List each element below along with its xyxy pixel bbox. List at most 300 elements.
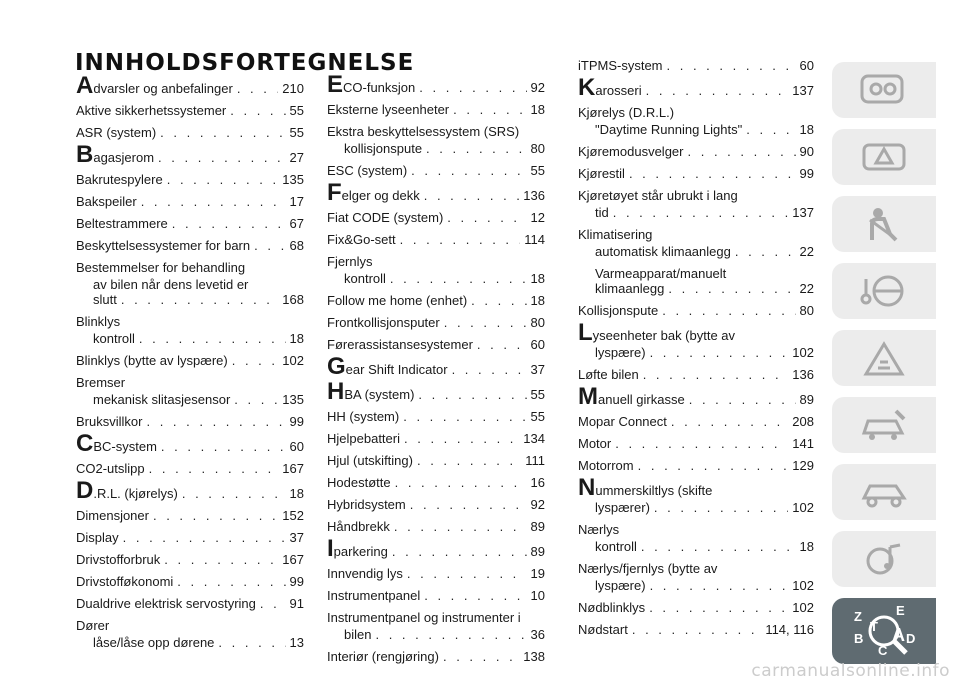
warning-lights-icon bbox=[856, 137, 912, 177]
index-entry-text: Håndbrekk bbox=[327, 519, 390, 534]
index-heading-text: Ekstra beskyttelsessystem (SRS) bbox=[327, 124, 520, 139]
index-entry[interactable] bbox=[327, 453, 545, 468]
index-entry-text: Dualdrive elektrisk servostyring bbox=[76, 596, 256, 611]
leader-dots bbox=[400, 232, 521, 247]
index-heading bbox=[578, 105, 814, 120]
index-heading bbox=[76, 375, 304, 390]
leader-dots bbox=[218, 635, 285, 650]
leader-dots bbox=[650, 578, 789, 593]
page-title: INNHOLDSFORTEGNELSE bbox=[75, 50, 415, 76]
index-entry-text: Fiat CODE (system) bbox=[327, 210, 444, 225]
index-entry[interactable] bbox=[327, 519, 545, 534]
index-entry[interactable] bbox=[76, 574, 304, 589]
index-entry-text: Bagasjerom bbox=[76, 141, 155, 168]
leader-dots bbox=[139, 331, 286, 346]
alphabetical-index-icon bbox=[844, 601, 924, 661]
index-entry[interactable] bbox=[327, 293, 545, 308]
index-letter: C bbox=[878, 643, 888, 658]
leader-dots bbox=[149, 461, 279, 476]
index-entry-text: ECO-funksjon bbox=[327, 71, 416, 98]
page-number: 60 bbox=[799, 58, 814, 73]
tab-seatbelt[interactable] bbox=[832, 196, 936, 252]
page-number: 102 bbox=[792, 345, 814, 360]
index-entry-text: Advarsler og anbefalinger bbox=[76, 72, 233, 99]
page-number: 67 bbox=[289, 216, 304, 231]
page-number: 134 bbox=[523, 431, 545, 446]
index-entry-text: automatisk klimaanlegg bbox=[595, 244, 731, 259]
leader-dots bbox=[646, 83, 789, 98]
index-heading bbox=[578, 474, 814, 501]
leader-dots bbox=[177, 574, 285, 589]
index-heading-text: Instrumentpanel og instrumenter i bbox=[327, 610, 521, 625]
index-entry[interactable] bbox=[76, 430, 304, 457]
index-entry-text: Bruksvillkor bbox=[76, 414, 143, 429]
music-settings-icon bbox=[856, 539, 912, 579]
car-dashboard-icon bbox=[856, 70, 912, 110]
page-number: 37 bbox=[289, 530, 304, 545]
index-letter: D bbox=[906, 631, 916, 646]
page-number: 168 bbox=[282, 292, 304, 307]
tab-alphabetical-index[interactable] bbox=[832, 598, 936, 664]
index-entry[interactable] bbox=[578, 244, 814, 259]
index-entry[interactable] bbox=[76, 477, 304, 504]
index-heading bbox=[578, 561, 814, 576]
tab-music-settings[interactable] bbox=[832, 531, 936, 587]
index-heading-text: av bilen når dens levetid er bbox=[93, 277, 249, 292]
index-heading-text: Fjernlys bbox=[327, 254, 373, 269]
index-entry-text: Innvendig lys bbox=[327, 566, 403, 581]
page-number: 18 bbox=[530, 271, 545, 286]
page-number: 99 bbox=[289, 574, 304, 589]
chapter-tabs bbox=[832, 62, 936, 675]
index-heading-text: Nærlys bbox=[578, 522, 620, 537]
leader-dots bbox=[390, 271, 527, 286]
index-entry[interactable] bbox=[76, 635, 304, 650]
leader-dots bbox=[254, 238, 285, 253]
page-number: 18 bbox=[799, 122, 814, 137]
leader-dots bbox=[411, 163, 526, 178]
index-entry[interactable] bbox=[76, 414, 304, 429]
tab-car-specs[interactable] bbox=[832, 464, 936, 520]
index-column-2 bbox=[327, 71, 545, 671]
index-entry-text: Fix&Go-sett bbox=[327, 232, 396, 247]
index-entry[interactable] bbox=[578, 578, 814, 593]
index-letter: B bbox=[854, 631, 864, 646]
leader-dots bbox=[404, 431, 519, 446]
index-entry[interactable] bbox=[76, 216, 304, 231]
index-letter: A bbox=[892, 625, 905, 645]
page-number: 19 bbox=[530, 566, 545, 581]
index-entry[interactable] bbox=[327, 566, 545, 581]
leader-dots bbox=[418, 387, 526, 402]
page-number: 55 bbox=[530, 387, 545, 402]
index-entry-text: Aktive sikkerhetssystemer bbox=[76, 103, 227, 118]
page-number: 12 bbox=[530, 210, 545, 225]
index-entry-text: kontroll bbox=[344, 271, 386, 286]
index-entry[interactable] bbox=[578, 166, 814, 181]
index-entry-text: Mopar Connect bbox=[578, 414, 667, 429]
index-heading-text: Kjørelys (D.R.L.) bbox=[578, 105, 675, 120]
index-entry-text: Bakspeiler bbox=[76, 194, 137, 209]
leader-dots bbox=[234, 392, 278, 407]
index-entry[interactable] bbox=[76, 238, 304, 253]
page-number: 99 bbox=[289, 414, 304, 429]
index-entry-text: Frontkollisjonsputer bbox=[327, 315, 440, 330]
leader-dots bbox=[123, 530, 286, 545]
index-entry-text: lyspære) bbox=[595, 578, 646, 593]
index-entry[interactable] bbox=[327, 431, 545, 446]
leader-dots bbox=[153, 508, 278, 523]
index-heading-text: Varmeapparat/manuelt bbox=[595, 266, 727, 281]
index-entry-text: tid bbox=[595, 205, 609, 220]
page-number: 27 bbox=[289, 150, 304, 165]
index-heading bbox=[578, 227, 814, 242]
index-continuation bbox=[76, 277, 304, 292]
page-number: 16 bbox=[530, 475, 545, 490]
index-entry[interactable] bbox=[76, 392, 304, 407]
page-number: 18 bbox=[799, 539, 814, 554]
index-entry-text: Felger og dekk bbox=[327, 179, 420, 206]
leader-dots bbox=[394, 519, 527, 534]
index-heading bbox=[578, 319, 814, 346]
leader-dots bbox=[417, 453, 521, 468]
index-entry-text: CBC-system bbox=[76, 430, 157, 457]
page-number: 13 bbox=[289, 635, 304, 650]
index-entry-text: Instrumentpanel bbox=[327, 588, 421, 603]
index-entry-text: Beltestrammere bbox=[76, 216, 168, 231]
index-entry[interactable] bbox=[76, 103, 304, 118]
index-heading-text: Klimatisering bbox=[578, 227, 653, 242]
leader-dots bbox=[471, 293, 526, 308]
index-entry[interactable] bbox=[327, 627, 545, 642]
leader-dots bbox=[167, 172, 279, 187]
page-number: 68 bbox=[289, 238, 304, 253]
index-heading-text: Nummerskiltlys (skifte bbox=[578, 474, 713, 501]
index-entry-text: slutt bbox=[93, 292, 117, 307]
index-entry[interactable] bbox=[327, 232, 545, 247]
index-entry[interactable] bbox=[578, 539, 814, 554]
page-number: 22 bbox=[799, 244, 814, 259]
index-entry[interactable] bbox=[327, 378, 545, 405]
page-number: 102 bbox=[792, 600, 814, 615]
page-number: 55 bbox=[530, 163, 545, 178]
page-number: 60 bbox=[530, 337, 545, 352]
index-entry[interactable] bbox=[327, 497, 545, 512]
leader-dots bbox=[161, 439, 286, 454]
index-entry[interactable] bbox=[76, 353, 304, 368]
index-entry-text: D.R.L. (kjørelys) bbox=[76, 477, 178, 504]
index-entry[interactable] bbox=[578, 600, 814, 615]
page-number: 55 bbox=[289, 103, 304, 118]
index-entry[interactable] bbox=[578, 303, 814, 318]
index-entry[interactable] bbox=[76, 194, 304, 209]
seatbelt-icon bbox=[856, 204, 912, 244]
index-entry-text: CO2-utslipp bbox=[76, 461, 145, 476]
index-entry-text: iTPMS-system bbox=[578, 58, 663, 73]
leader-dots bbox=[182, 486, 286, 501]
index-entry[interactable] bbox=[578, 436, 814, 451]
leader-dots bbox=[419, 80, 526, 95]
page-number: 17 bbox=[289, 194, 304, 209]
car-specs-icon bbox=[856, 472, 912, 512]
leader-dots bbox=[232, 353, 279, 368]
index-heading bbox=[76, 618, 304, 633]
index-entry[interactable] bbox=[578, 345, 814, 360]
index-entry-text: Løfte bilen bbox=[578, 367, 639, 382]
page-number: 152 bbox=[282, 508, 304, 523]
leader-dots bbox=[403, 409, 526, 424]
leader-dots bbox=[375, 627, 526, 642]
page-number: 138 bbox=[523, 649, 545, 664]
index-letter: T bbox=[870, 619, 878, 634]
leader-dots bbox=[447, 210, 526, 225]
index-entry-text: kontroll bbox=[93, 331, 135, 346]
index-entry-text: Førerassistansesystemer bbox=[327, 337, 473, 352]
index-entry[interactable] bbox=[578, 458, 814, 473]
page-number: 80 bbox=[799, 303, 814, 318]
page-number: 89 bbox=[530, 544, 545, 559]
index-entry-text: Follow me home (enhet) bbox=[327, 293, 468, 308]
index-entry[interactable] bbox=[578, 205, 814, 220]
index-entry[interactable] bbox=[76, 172, 304, 187]
index-entry[interactable] bbox=[76, 596, 304, 611]
leader-dots bbox=[260, 596, 286, 611]
index-entry-text: Display bbox=[76, 530, 119, 545]
leader-dots bbox=[746, 122, 795, 137]
page-number: 167 bbox=[282, 461, 304, 476]
index-entry[interactable] bbox=[578, 58, 814, 73]
index-entry-text: Bakrutespylere bbox=[76, 172, 163, 187]
leader-dots bbox=[407, 566, 527, 581]
index-entry[interactable] bbox=[76, 461, 304, 476]
leader-dots bbox=[615, 436, 788, 451]
leader-dots bbox=[641, 539, 796, 554]
page-number: 92 bbox=[530, 80, 545, 95]
index-entry[interactable] bbox=[578, 367, 814, 382]
index-entry-text: Eksterne lyseenheter bbox=[327, 102, 450, 117]
index-entry-text: HBA (system) bbox=[327, 378, 415, 405]
index-entry[interactable] bbox=[76, 508, 304, 523]
page-number: 22 bbox=[799, 281, 814, 296]
index-entry[interactable] bbox=[327, 337, 545, 352]
leader-dots bbox=[410, 497, 527, 512]
index-entry[interactable] bbox=[327, 163, 545, 178]
index-entry[interactable] bbox=[327, 210, 545, 225]
index-entry[interactable] bbox=[578, 74, 814, 101]
page-number: 136 bbox=[523, 188, 545, 203]
index-entry-text: Motor bbox=[578, 436, 612, 451]
leader-dots bbox=[643, 367, 789, 382]
index-entry[interactable] bbox=[578, 414, 814, 429]
index-entry[interactable] bbox=[327, 141, 545, 156]
leader-dots bbox=[141, 194, 286, 209]
page-number: 36 bbox=[530, 627, 545, 642]
index-entry-text: lyspærer) bbox=[595, 500, 650, 515]
page-number: 102 bbox=[792, 500, 814, 515]
index-entry-text: Kjørestil bbox=[578, 166, 625, 181]
index-entry-text: ASR (system) bbox=[76, 125, 157, 140]
index-entry-text: låse/låse opp dørene bbox=[93, 635, 215, 650]
index-entry[interactable] bbox=[327, 179, 545, 206]
leader-dots bbox=[688, 144, 796, 159]
page-number: 80 bbox=[530, 315, 545, 330]
tab-warning-lights[interactable] bbox=[832, 129, 936, 185]
index-entry-text: lyspære) bbox=[595, 345, 646, 360]
page-number: 10 bbox=[530, 588, 545, 603]
leader-dots bbox=[160, 125, 285, 140]
car-service-icon bbox=[856, 405, 912, 445]
leader-dots bbox=[237, 81, 278, 96]
leader-dots bbox=[654, 500, 788, 515]
leader-dots bbox=[629, 166, 796, 181]
index-entry[interactable] bbox=[578, 622, 814, 637]
index-entry[interactable] bbox=[578, 500, 814, 515]
leader-dots bbox=[121, 292, 278, 307]
leader-dots bbox=[158, 150, 285, 165]
page-number: 91 bbox=[289, 596, 304, 611]
watermark: carmanualsonline.info bbox=[751, 661, 950, 681]
leader-dots bbox=[667, 58, 796, 73]
page-number: 210 bbox=[282, 81, 304, 96]
page-number: 208 bbox=[792, 414, 814, 429]
index-entry-text: Blinklys (bytte av lyspære) bbox=[76, 353, 228, 368]
index-entry-text: Karosseri bbox=[578, 74, 642, 101]
index-entry-text: Nødstart bbox=[578, 622, 628, 637]
leader-dots bbox=[662, 303, 795, 318]
index-letter: Z bbox=[854, 609, 862, 624]
index-entry[interactable] bbox=[327, 315, 545, 330]
index-entry-text: ESC (system) bbox=[327, 163, 408, 178]
index-entry-text: kollisjonspute bbox=[344, 141, 423, 156]
index-entry-text: bilen bbox=[344, 627, 372, 642]
page-number: 102 bbox=[792, 578, 814, 593]
page-number: 135 bbox=[282, 392, 304, 407]
tab-road-warning[interactable] bbox=[832, 330, 936, 386]
index-entry-text: Iparkering bbox=[327, 535, 388, 562]
index-entry[interactable] bbox=[327, 535, 545, 562]
page-number: 90 bbox=[799, 144, 814, 159]
index-entry[interactable] bbox=[76, 552, 304, 567]
page-number: 37 bbox=[530, 362, 545, 377]
page-number: 18 bbox=[289, 486, 304, 501]
leader-dots bbox=[424, 188, 520, 203]
steering-wheel-key-icon bbox=[856, 271, 912, 311]
index-entry[interactable] bbox=[327, 649, 545, 664]
index-heading bbox=[76, 314, 304, 329]
index-entry-text: Interiør (rengjøring) bbox=[327, 649, 439, 664]
leader-dots bbox=[392, 544, 527, 559]
index-entry[interactable] bbox=[76, 125, 304, 140]
index-heading-text: Dører bbox=[76, 618, 110, 633]
leader-dots bbox=[444, 315, 527, 330]
index-entry[interactable] bbox=[327, 71, 545, 98]
index-entry[interactable] bbox=[578, 281, 814, 296]
index-entry-text: HH (system) bbox=[327, 409, 400, 424]
index-entry-text: Hodestøtte bbox=[327, 475, 391, 490]
page-number: 80 bbox=[530, 141, 545, 156]
index-entry[interactable] bbox=[578, 122, 814, 137]
index-entry-text: Hjul (utskifting) bbox=[327, 453, 413, 468]
leader-dots bbox=[443, 649, 519, 664]
page-number: 18 bbox=[530, 293, 545, 308]
tab-steering-wheel-key[interactable] bbox=[832, 263, 936, 319]
leader-dots bbox=[632, 622, 761, 637]
page-number: 114, 116 bbox=[765, 622, 814, 637]
road-warning-icon bbox=[856, 338, 912, 378]
page-number: 18 bbox=[289, 331, 304, 346]
leader-dots bbox=[649, 600, 788, 615]
index-heading-text: Bremser bbox=[76, 375, 126, 390]
page-number: 111 bbox=[525, 453, 545, 468]
index-entry-text: Drivstofforbruk bbox=[76, 552, 161, 567]
page-number: 89 bbox=[530, 519, 545, 534]
index-entry-text: kontroll bbox=[595, 539, 637, 554]
index-entry[interactable] bbox=[327, 102, 545, 117]
index-entry-text: Motorrom bbox=[578, 458, 634, 473]
index-entry-text: Kjøremodusvelger bbox=[578, 144, 684, 159]
leader-dots bbox=[453, 102, 526, 117]
index-entry[interactable] bbox=[76, 72, 304, 99]
leader-dots bbox=[671, 414, 788, 429]
index-heading bbox=[327, 124, 545, 139]
index-entry[interactable] bbox=[578, 383, 814, 410]
index-entry[interactable] bbox=[76, 292, 304, 307]
index-entry[interactable] bbox=[327, 588, 545, 603]
index-entry[interactable] bbox=[327, 271, 545, 286]
page-number: 137 bbox=[792, 83, 814, 98]
leader-dots bbox=[230, 103, 285, 118]
page-number: 102 bbox=[282, 353, 304, 368]
index-continuation bbox=[578, 266, 814, 281]
index-entry[interactable] bbox=[76, 530, 304, 545]
page-number: 141 bbox=[792, 436, 814, 451]
page-number: 89 bbox=[799, 392, 814, 407]
index-entry[interactable] bbox=[327, 409, 545, 424]
leader-dots bbox=[426, 141, 526, 156]
page-number: 167 bbox=[282, 552, 304, 567]
leader-dots bbox=[735, 244, 796, 259]
tab-car-service[interactable] bbox=[832, 397, 936, 453]
index-entry[interactable] bbox=[578, 144, 814, 159]
leader-dots bbox=[146, 414, 285, 429]
index-entry-text: "Daytime Running Lights" bbox=[595, 122, 743, 137]
leader-dots bbox=[395, 475, 527, 490]
index-entry[interactable] bbox=[327, 353, 545, 380]
leader-dots bbox=[477, 337, 527, 352]
index-entry[interactable] bbox=[76, 141, 304, 168]
index-entry[interactable] bbox=[327, 475, 545, 490]
index-entry-text: Hjelpebatteri bbox=[327, 431, 400, 446]
leader-dots bbox=[613, 205, 789, 220]
index-heading-text: Bestemmelser for behandling bbox=[76, 260, 246, 275]
page-number: 137 bbox=[792, 205, 814, 220]
leader-dots bbox=[164, 552, 278, 567]
page-number: 129 bbox=[792, 458, 814, 473]
tab-car-dashboard[interactable] bbox=[832, 62, 936, 118]
index-entry-text: Manuell girkasse bbox=[578, 383, 685, 410]
index-entry-text: klimaanlegg bbox=[595, 281, 665, 296]
index-entry[interactable] bbox=[76, 331, 304, 346]
leader-dots bbox=[668, 281, 795, 296]
index-entry-text: Nødblinklys bbox=[578, 600, 646, 615]
page-number: 114 bbox=[524, 232, 545, 247]
page-number: 55 bbox=[530, 409, 545, 424]
index-entry-text: Dimensjoner bbox=[76, 508, 149, 523]
page-number: 92 bbox=[530, 497, 545, 512]
leader-dots bbox=[172, 216, 286, 231]
index-column-1 bbox=[76, 72, 304, 657]
index-heading bbox=[76, 260, 304, 275]
